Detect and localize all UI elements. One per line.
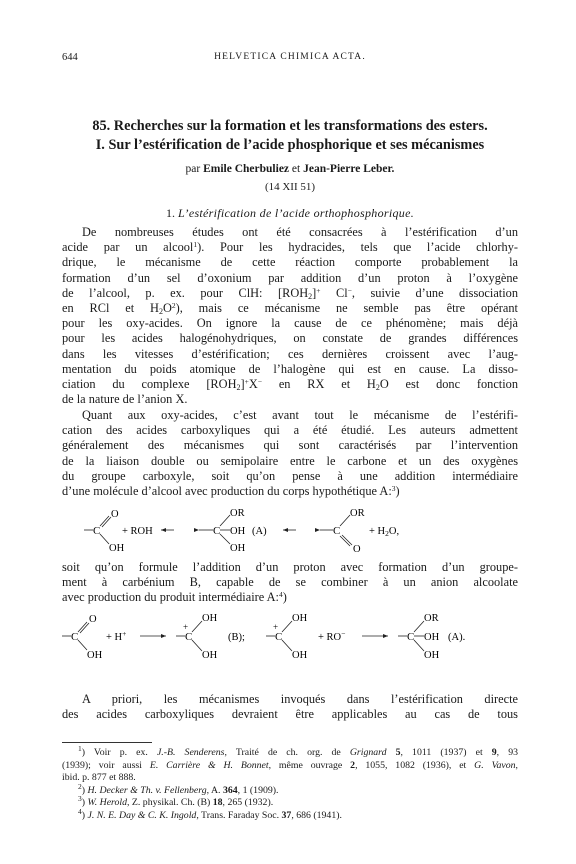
scheme-2-drawing xyxy=(62,608,518,664)
reaction-scheme-1 xyxy=(62,504,518,556)
text-line: soit qu’on formule l’addition d’un proton avec formation d’un groupe- xyxy=(62,560,518,574)
scheme-label: O xyxy=(89,614,97,625)
carbon-2: C xyxy=(185,631,193,643)
text-line: d’une molécule d’alcool avec production du corps hypothétique A:$^3$) xyxy=(62,484,400,499)
footnote-1-cont: ibid. p. 877 et 888. xyxy=(62,772,136,784)
text-line: avec production du produit intermédiaire A:$^4$) xyxy=(62,590,287,605)
carbon-3: C xyxy=(333,525,341,537)
scheme-label: + H2O, xyxy=(369,526,400,538)
text-line: ment à carbénium B, capable de se combiner à un anion alcoolate xyxy=(62,575,518,590)
footnote-1-cont: (1939); voir aussi E. Carrière & H. Bonnet, même ouvrage 2, 1055, 1082 (1936), et G. Vavon, xyxy=(62,759,518,771)
scheme-label: + H+ xyxy=(106,629,127,643)
text-line: De nombreuses études ont été consacrées à l’estérification d’un xyxy=(82,225,518,239)
text-line: formation d’un sel d’oxonium par addition d’un proton à l’oxygène xyxy=(62,270,518,285)
text-line: cation des acides carboxyliques qui a été étudié. Les auteurs admettent xyxy=(62,423,518,438)
scheme-label: OR xyxy=(350,508,365,519)
text-line: en RCl et $H_2O^2$), mais ce mécanisme ne semble pas être opérant xyxy=(62,301,518,317)
paragraph-2 xyxy=(62,408,518,499)
scheme-label: (A) xyxy=(252,526,267,537)
page-number: 644 xyxy=(62,52,78,63)
author-2: Jean-Pierre Leber. xyxy=(303,163,395,175)
text-line: mentation du poids atomique de l’halogène qui est en cause. La disso- xyxy=(62,361,518,376)
scheme-label: OR xyxy=(230,508,245,519)
scheme-label: + ROH xyxy=(122,526,153,537)
footnote-rule xyxy=(62,742,152,743)
text-line: du groupe carboxyle, soit qu’on pense à une addition intermédiaire xyxy=(62,468,518,483)
scheme-label: OH xyxy=(424,650,440,661)
paragraph-1 xyxy=(62,225,518,407)
text-line: pour les acides halogénohydriques, on constate de grandes différences xyxy=(62,331,518,346)
authors-et: et xyxy=(291,163,301,175)
text-line: généralement des mécanismes qui sont caractérisés par l’intervention xyxy=(62,438,518,453)
scheme-label: OH xyxy=(230,526,246,537)
text-line: de la liaison double ou semipolaire entre le carbone et un des oxygènes xyxy=(62,453,518,468)
scheme-label: OH xyxy=(230,543,246,554)
text-line: acide par un alcool$^1$). Pour les hydracides, tels que l’acide chlorhy- xyxy=(62,240,518,255)
text-line: des acides carboxyliques devraient être applicables au cas de tous xyxy=(62,707,518,722)
scheme-label: O xyxy=(353,544,361,555)
received-date: (14 XII 51) xyxy=(264,181,316,193)
carbon-1: C xyxy=(71,631,79,643)
journal-name: HELVETICA CHIMICA ACTA. xyxy=(214,52,366,62)
text-line: de l’alcool, p. ex. pour ClH: $[ROH_2]^+$ Cl−, suivie d’une dissociation xyxy=(62,285,519,301)
scheme-label: + RO− xyxy=(318,629,346,643)
scheme-label: OH xyxy=(109,543,125,554)
text-line: pour les oxy-acides. On ignore la cause de ce phénomène; mais déjà xyxy=(62,316,518,331)
authors-line xyxy=(62,163,518,175)
title-line-2: I. Sur l’estérification de l’acide phosphorique et ses mécanismes xyxy=(95,137,485,153)
scheme-label: OH xyxy=(87,650,103,661)
paragraph-4 xyxy=(62,692,518,722)
text-line: drique, le mécanisme de cette réaction comporte probablement la xyxy=(62,255,518,270)
scheme-label: OH xyxy=(424,632,440,643)
authors-par: par xyxy=(185,163,201,175)
footnotes xyxy=(62,744,519,823)
footnote-3: $^3$) W. Herold, Z. physikal. Ch. (B) 18, 265 (1932). xyxy=(78,794,274,809)
text-line: Quant aux oxy-acides, c’est avant tout le mécanisme de l’estérifi- xyxy=(82,408,518,422)
text-line: de la nature de l’anion X. xyxy=(62,392,188,407)
scheme-label: OR xyxy=(424,613,439,624)
scheme-label: OH xyxy=(202,613,218,624)
scheme-label: + xyxy=(183,622,189,632)
reaction-scheme-2 xyxy=(62,608,518,664)
scheme-label: + xyxy=(273,622,279,632)
text-line: A priori, les mécanismes invoqués dans l’estérification directe xyxy=(82,692,518,706)
scheme-label: OH xyxy=(202,650,218,661)
footnote-1: $^1$) Voir p. ex. J.-B. Senderens, Traité de ch. org. de Grignard 5, 1011 (1937) et 9, 93 xyxy=(78,744,519,758)
footnote-2: $^2$) H. Decker & Th. v. Fellenberg, A. 364, 1 (1909). xyxy=(78,781,279,796)
scheme-label: (A). xyxy=(448,632,466,643)
paragraph-3 xyxy=(62,560,518,606)
text-line: ciation du complexe $[ROH_2]^+X^-$ en RX et $H_2O$ est donc fonction xyxy=(62,377,519,393)
carbon-4: C xyxy=(407,631,415,643)
carbon-1: C xyxy=(93,525,101,537)
scheme-1-drawing xyxy=(62,504,518,556)
scheme-label: OH xyxy=(292,650,308,661)
footnote-4: $^4$) J. N. E. Day & C. K. Ingold, Trans. Faraday Soc. 37, 686 (1941). xyxy=(78,806,342,821)
scheme-label: (B); xyxy=(228,632,245,643)
carbon-2: C xyxy=(213,525,221,537)
scheme-label: OH xyxy=(292,613,308,624)
text-line: dans les vitesses d’estérification; ces dernières croissent avec l’aug- xyxy=(62,346,518,361)
section-heading xyxy=(62,206,518,221)
title-line-1: 85. Recherches sur la formation et les transformations des esters. xyxy=(92,118,488,134)
author-1: Emile Cherbuliez xyxy=(203,163,290,175)
article-title xyxy=(62,117,518,155)
section-title: L’estérification de l’acide orthophosphorique. xyxy=(178,206,414,220)
carbon-3: C xyxy=(275,631,283,643)
scheme-label: O xyxy=(111,509,119,520)
section-number: 1. xyxy=(166,206,175,220)
